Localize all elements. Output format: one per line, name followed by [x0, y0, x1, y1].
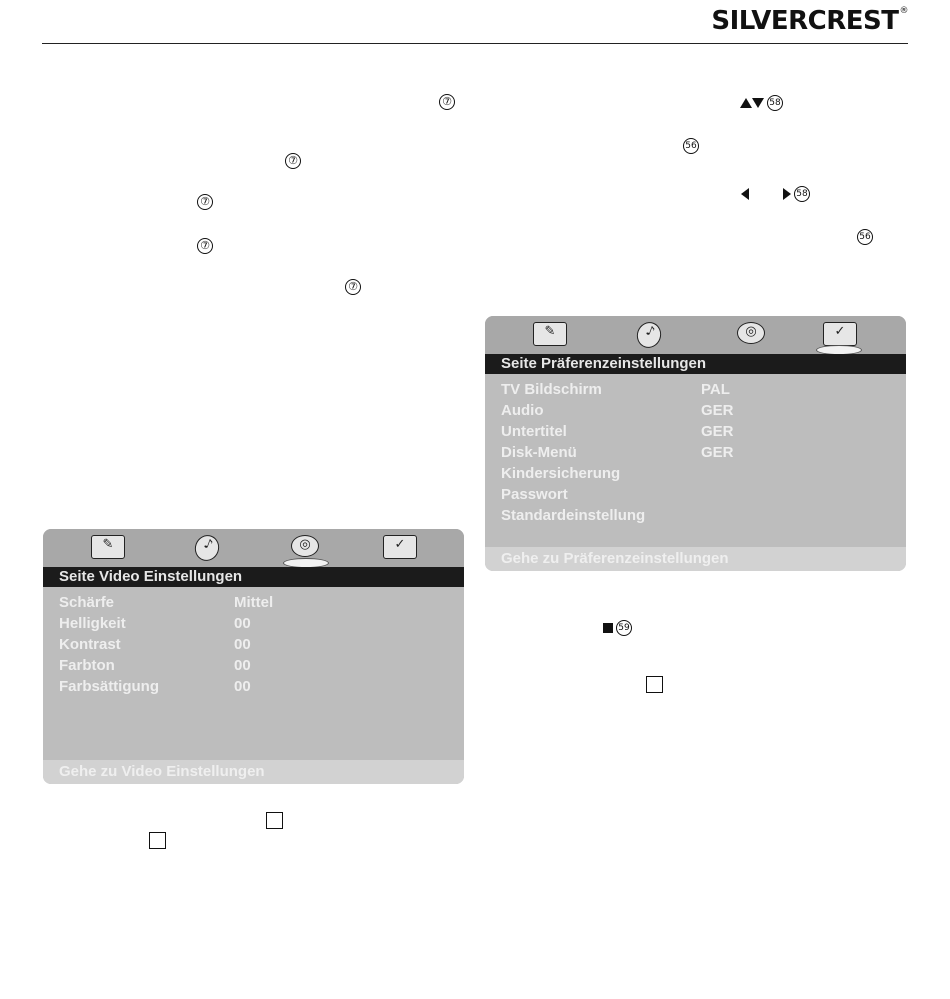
osd-footer-hint: Gehe zu Video Einstellungen	[43, 760, 464, 784]
ref-marker-56	[857, 229, 873, 246]
menu-item-value: PAL	[701, 381, 730, 398]
stop-marker	[603, 620, 632, 637]
ref-marker-56	[683, 138, 699, 155]
key-box-icon	[266, 812, 283, 829]
osd-page-title: Seite Video Einstellungen	[43, 567, 464, 587]
ref-marker-7	[439, 94, 455, 111]
arrow-left-icon	[741, 188, 749, 200]
menu-item-label[interactable]: Kindersicherung	[501, 465, 621, 482]
ref-marker-7	[285, 153, 301, 170]
osd-page-title: Seite Präferenzeinstellungen	[485, 354, 906, 374]
video-osd-panel	[43, 529, 464, 784]
key-box-icon	[149, 832, 166, 849]
menu-item-label[interactable]: Kontrast	[59, 636, 121, 653]
stop-icon	[603, 623, 613, 633]
menu-item-label[interactable]: Farbsättigung	[59, 678, 159, 695]
audio-leaf-icon[interactable]: ♪	[191, 532, 222, 565]
preferences-osd-panel	[485, 316, 906, 571]
menu-item-label[interactable]: Untertitel	[501, 423, 567, 440]
key-box-icon	[646, 676, 663, 693]
circled-number: ⑦	[197, 194, 213, 210]
menu-item-value: GER	[701, 402, 734, 419]
circled-number: ⑦	[345, 279, 361, 295]
preferences-check-icon[interactable]: ✓	[823, 322, 857, 346]
menu-item-label[interactable]: Audio	[501, 402, 544, 419]
circled-number: 58	[794, 186, 810, 202]
header-rule	[42, 43, 908, 44]
menu-item-label[interactable]: Schärfe	[59, 594, 115, 611]
brand-name: SILVERCREST	[711, 6, 899, 36]
arrow-right-icon	[783, 188, 791, 200]
arrow-up-icon	[740, 98, 752, 108]
menu-item-value: Mittel	[234, 594, 274, 611]
video-disc-icon[interactable]: ◎	[291, 535, 319, 557]
circled-number: 56	[683, 138, 699, 154]
circled-number: ⑦	[439, 94, 455, 110]
brand-logo	[711, 6, 908, 36]
menu-item-label[interactable]: Farbton	[59, 657, 115, 674]
menu-item-value: GER	[701, 444, 734, 461]
menu-item-value: GER	[701, 423, 734, 440]
circled-number: 58	[767, 95, 783, 111]
menu-item-value: 00	[234, 678, 251, 695]
ref-marker-7	[197, 194, 213, 211]
ref-marker-7	[345, 279, 361, 296]
osd-icon-bar	[43, 529, 464, 567]
menu-item-label[interactable]: Disk-Menü	[501, 444, 577, 461]
updown-arrow-marker	[740, 95, 783, 112]
menu-item-value: 00	[234, 615, 251, 632]
settings-tool-icon[interactable]: ✎	[533, 322, 567, 346]
brand-registered-mark: ®	[899, 6, 908, 16]
menu-item-label[interactable]: Standardeinstellung	[501, 507, 646, 524]
menu-item-label[interactable]: Helligkeit	[59, 615, 126, 632]
menu-item-label[interactable]: TV Bildschirm	[501, 381, 602, 398]
circled-number: 56	[857, 229, 873, 245]
menu-item-value: 00	[234, 636, 251, 653]
leftright-arrow-marker	[741, 186, 810, 203]
circled-number: ⑦	[285, 153, 301, 169]
menu-item-label[interactable]: Passwort	[501, 486, 568, 503]
menu-item-value: 00	[234, 657, 251, 674]
osd-icon-bar	[485, 316, 906, 354]
audio-leaf-icon[interactable]: ♪	[633, 319, 664, 352]
arrow-down-icon	[752, 98, 764, 108]
video-disc-icon[interactable]: ◎	[737, 322, 765, 344]
circled-number: ⑦	[197, 238, 213, 254]
settings-tool-icon[interactable]: ✎	[91, 535, 125, 559]
ref-marker-7	[197, 238, 213, 255]
osd-footer-hint: Gehe zu Präferenzeinstellungen	[485, 547, 906, 571]
preferences-check-icon[interactable]: ✓	[383, 535, 417, 559]
circled-number: 59	[616, 620, 632, 636]
